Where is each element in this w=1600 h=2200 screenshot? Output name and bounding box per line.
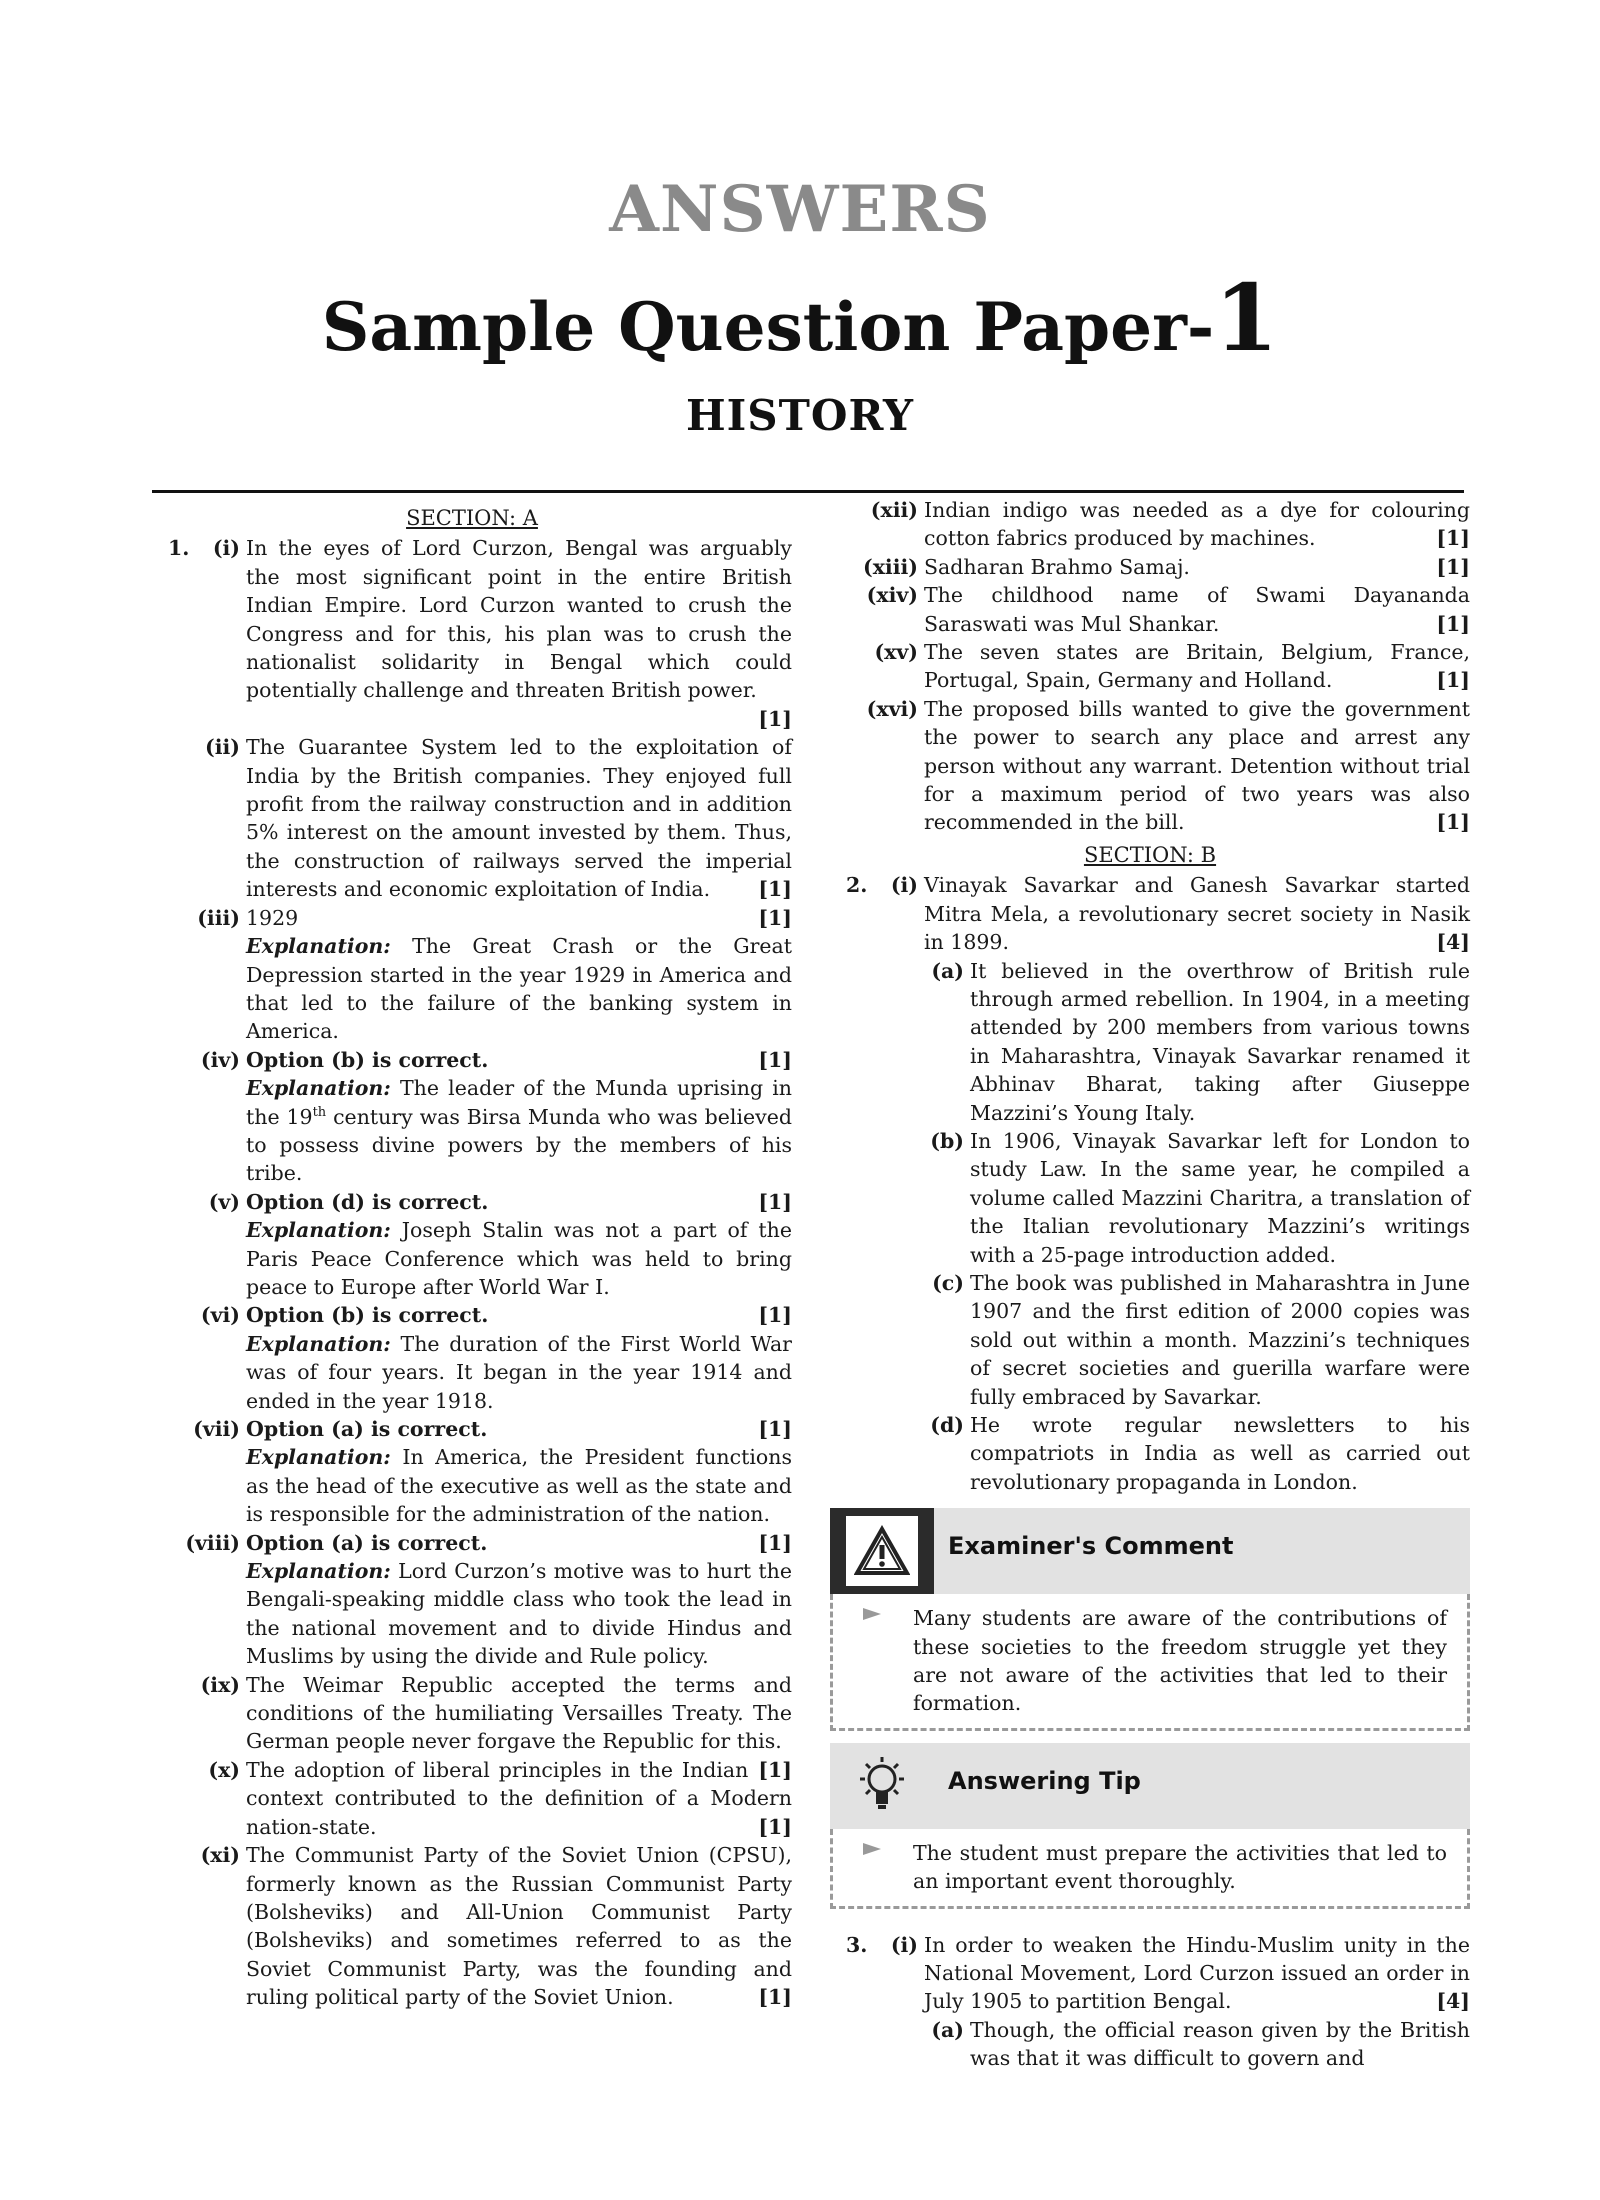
answer-option: Option (b) is correct. [246, 1303, 489, 1328]
point-c [924, 1269, 1470, 1411]
mark: [1] [1436, 526, 1470, 551]
sub-label: (xiv) [866, 583, 918, 608]
mark: [1] [758, 1757, 792, 1782]
answer-text: The childhood name of Swami Dayananda Saraswati was Mul Shankar. [924, 583, 1470, 636]
sub-label: (xii) [870, 498, 918, 522]
explanation-text: Lord Curzon’s motive was to hurt the Bengali-speaking middle class who took the lead in the national movement and to divide Hindus and Muslims by using the divide and Rule policy. [246, 1559, 792, 1669]
paper-number: 1 [1214, 264, 1279, 372]
answering-tip-title: Answering Tip [948, 1766, 1141, 1795]
explanation-text: The duration of the First World War was of four years. It began in the year 1914 and ended in the year 1918. [246, 1331, 792, 1413]
mark: [4] [1436, 1989, 1470, 2014]
point-label: (c) [932, 1270, 964, 1295]
answer-option: Option (d) is correct. [246, 1189, 489, 1214]
explanation-label: Explanation: [246, 934, 391, 959]
answer-1-vii [152, 1415, 792, 1529]
point-text: Though, the official reason given by the British was that it was difficult to govern and [970, 2017, 1470, 2071]
answer-text: 1929 [246, 905, 299, 930]
explanation-text-a: The leader of the Munda uprising in the 19 [246, 1076, 792, 1129]
sub-label: (xv) [874, 640, 918, 665]
sub-label: (i) [890, 873, 918, 898]
sub-label: (ix) [200, 1672, 240, 1697]
answer-1-viii [152, 1529, 792, 1671]
explanation [246, 1074, 792, 1188]
point-label: (a) [931, 958, 964, 983]
mark: [1] [1436, 810, 1470, 835]
examiner-comment-title: Examiner's Comment [948, 1532, 1234, 1561]
mark: [1] [758, 905, 792, 930]
sub-label: (iii) [197, 905, 240, 930]
mark: [1] [1436, 668, 1470, 693]
answer-1-iv [152, 1046, 792, 1188]
paper-title [0, 264, 1600, 377]
question-number: 2. [846, 873, 868, 898]
sub-label: (xiii) [863, 554, 918, 579]
point-label: (b) [930, 1128, 964, 1153]
mark: [1] [758, 1303, 792, 1328]
answers-heading: ANSWERS [609, 172, 991, 247]
answer-1-xiv [830, 581, 1470, 638]
mark: [1] [758, 1417, 792, 1441]
answer-1-xvi [830, 695, 1470, 837]
answering-tip-body [830, 1829, 1470, 1909]
examiner-comment-header [830, 1508, 1470, 1594]
point-text: He wrote regular newsletters to his compatriots in India as well as carried out revolutionary propaganda in London. [970, 1413, 1470, 1494]
mark: [4] [1436, 930, 1470, 955]
explanation-text: Joseph Stalin was not a part of the Paris Peace Conference which was held to bring peace to Europe after World War I. [246, 1218, 792, 1299]
mark: [1] [1436, 554, 1470, 579]
explanation [246, 1443, 792, 1528]
mark: [1] [758, 877, 792, 902]
point-a [924, 2016, 1470, 2073]
answer-text: The Guarantee System led to the exploitation of India by the British companies. They enjoyed full profit from the railway construction and in addition 5% interest on the amount invested by them. Thus, the construction of railways served the imperial interests and economic exploitation of India. [246, 735, 792, 902]
lightbulb-icon [830, 1743, 934, 1829]
answer-1-xv [830, 638, 1470, 695]
explanation [246, 1557, 792, 1671]
answer-2-i [830, 871, 1470, 1496]
point-a [924, 957, 1470, 1127]
answer-text: The adoption of liberal principles in the Indian context contributed to the definition of a Modern nation-state. [246, 1757, 792, 1839]
sub-label: (i) [212, 536, 240, 561]
answer-1-xi [152, 1841, 792, 2011]
mark: [1] [758, 1530, 792, 1555]
answer-text: The Weimar Republic accepted the terms and conditions of the humiliating Versailles Treaty. The German people never forgave the Republic for this. [246, 1672, 792, 1754]
subject-heading: HISTORY [685, 391, 915, 440]
answer-option: Option (a) is correct. [246, 1417, 488, 1441]
point-text: It believed in the overthrow of British rule through armed rebellion. In 1904, in a meeting attended by 200 members from various towns in Maharashtra, Vinayak Savarkar renamed it Abhinav Bharat, taking after Giuseppe Mazzini’s Young Italy. [970, 958, 1470, 1125]
explanation [246, 1330, 792, 1415]
left-column [152, 500, 792, 2012]
answer-1-vi [152, 1301, 792, 1415]
sub-label: (iv) [200, 1047, 240, 1072]
mark: [1] [758, 1985, 792, 2010]
answer-text: The seven states are Britain, Belgium, France, Portugal, Spain, Germany and Holland. [924, 640, 1470, 693]
point-d [924, 1411, 1470, 1496]
explanation-label: Explanation: [246, 1559, 391, 1584]
header-rule [152, 490, 1464, 493]
answer-1-iii [152, 904, 792, 1046]
answer-1-i [152, 534, 792, 733]
answer-text: Indian indigo was needed as a dye for colouring cotton fabrics produced by machines. [924, 498, 1470, 551]
point-text: The book was published in Maharashtra in June 1907 and the first edition of 2000 copies was sold out within a month. Mazzini’s techniques of secret societies and guerilla warfare were fully embraced by Savarkar. [970, 1270, 1470, 1409]
point-b [924, 1127, 1470, 1269]
answer-1-xiii [830, 553, 1470, 581]
answer-3-i [830, 1931, 1470, 2073]
examiner-comment-text: Many students are aware of the contributions of these societies to the freedom struggle yet they are not aware of the activities that led to their formation. [913, 1606, 1447, 1716]
explanation [246, 932, 792, 1046]
answer-1-x [152, 1756, 792, 1841]
mark: [1] [758, 1814, 792, 1839]
answer-text: In the eyes of Lord Curzon, Bengal was arguably the most significant point in the entire British Indian Empire. Lord Curzon wanted to crush the Congress and for this, his plan was to crush the nationalist solidarity in Bengal which could potentially challenge and threaten British power. [246, 536, 792, 703]
examiner-comment-box [830, 1508, 1470, 1731]
answering-tip-text: The student must prepare the activities that led to an important event thoroughly. [913, 1840, 1447, 1894]
explanation-label: Explanation: [246, 1218, 391, 1243]
examiner-comment-body [830, 1594, 1470, 1731]
question-number: 3. [846, 1932, 868, 1957]
section-a-title: SECTION: A [406, 506, 538, 530]
mark: [1] [758, 1047, 792, 1072]
mark: [1] [758, 706, 792, 731]
explanation-text: The Great Crash or the Great Depression started in the year 1929 in America and that led to the failure of the banking system in America. [246, 934, 792, 1044]
answer-1-v [152, 1188, 792, 1302]
page-header [0, 170, 1600, 440]
answer-option: Option (b) is correct. [246, 1047, 489, 1072]
sub-label: (vii) [193, 1417, 240, 1441]
arrow-bullet-icon [863, 1608, 881, 1620]
answer-text: Vinayak Savarkar and Ganesh Savarkar started Mitra Mela, a revolutionary secret society in Nasik in 1899. [924, 873, 1470, 955]
answer-text: The Communist Party of the Soviet Union (CPSU), formerly known as the Russian Communist Party (Bolsheviks) and All-Union Communist Party (Bolsheviks) and sometimes referred to as the Soviet Communist Party, was the founding and ruling political party of the Soviet Union. [246, 1843, 792, 2010]
mark: [1] [758, 1189, 792, 1214]
explanation-label: Explanation: [246, 1076, 391, 1101]
paper-title-text: Sample Question Paper- [321, 288, 1215, 366]
mark: [1] [1436, 611, 1470, 636]
sub-label: (i) [890, 1932, 918, 1957]
sub-label: (xi) [200, 1843, 240, 1868]
sub-label: (viii) [185, 1530, 240, 1555]
point-text: In 1906, Vinayak Savarkar left for London to study Law. In the same year, he compiled a volume called Mazzini Charitra, a translation of the Italian revolutionary Mazzini’s writings with a 25-page introduction added. [970, 1128, 1470, 1267]
sub-label: (xvi) [866, 696, 918, 721]
sub-label: (vi) [200, 1303, 240, 1328]
answer-text: The proposed bills wanted to give the government the power to search any place and arrest any person without any warrant. Detention without trial for a maximum period of two years was also recommended in the bill. [924, 696, 1470, 835]
arrow-bullet-icon [863, 1843, 881, 1855]
answer-option: Option (a) is correct. [246, 1530, 488, 1555]
answering-tip-box [830, 1743, 1470, 1909]
point-label: (d) [930, 1413, 964, 1437]
explanation-label: Explanation: [246, 1445, 391, 1470]
right-column [830, 496, 1470, 2073]
sub-label: (ii) [205, 735, 240, 760]
answer-1-xii [830, 496, 1470, 553]
sub-label: (v) [208, 1189, 240, 1214]
explanation-text-b: century was Birsa Munda who was believed to possess divine powers by the members of his tribe. [246, 1104, 792, 1186]
answering-tip-header [830, 1743, 1470, 1829]
question-number: 1. [168, 536, 190, 561]
answer-text: In order to weaken the Hindu-Muslim unity in the National Movement, Lord Curzon issued an order in July 1905 to partition Bengal. [924, 1932, 1470, 2014]
answer-1-ii [152, 733, 792, 903]
warning-icon [830, 1508, 934, 1594]
sub-label: (x) [208, 1757, 240, 1782]
section-b-title: SECTION: B [1083, 842, 1217, 867]
explanation-label: Explanation: [246, 1331, 391, 1356]
superscript: th [312, 1104, 327, 1120]
answer-1-ix [152, 1671, 792, 1782]
explanation-text: In America, the President functions as the head of the executive as well as the state and is responsible for the administration of the nation. [246, 1445, 792, 1527]
explanation [246, 1216, 792, 1301]
point-label: (a) [931, 2017, 964, 2042]
answer-text: Sadharan Brahmo Samaj. [924, 554, 1190, 579]
